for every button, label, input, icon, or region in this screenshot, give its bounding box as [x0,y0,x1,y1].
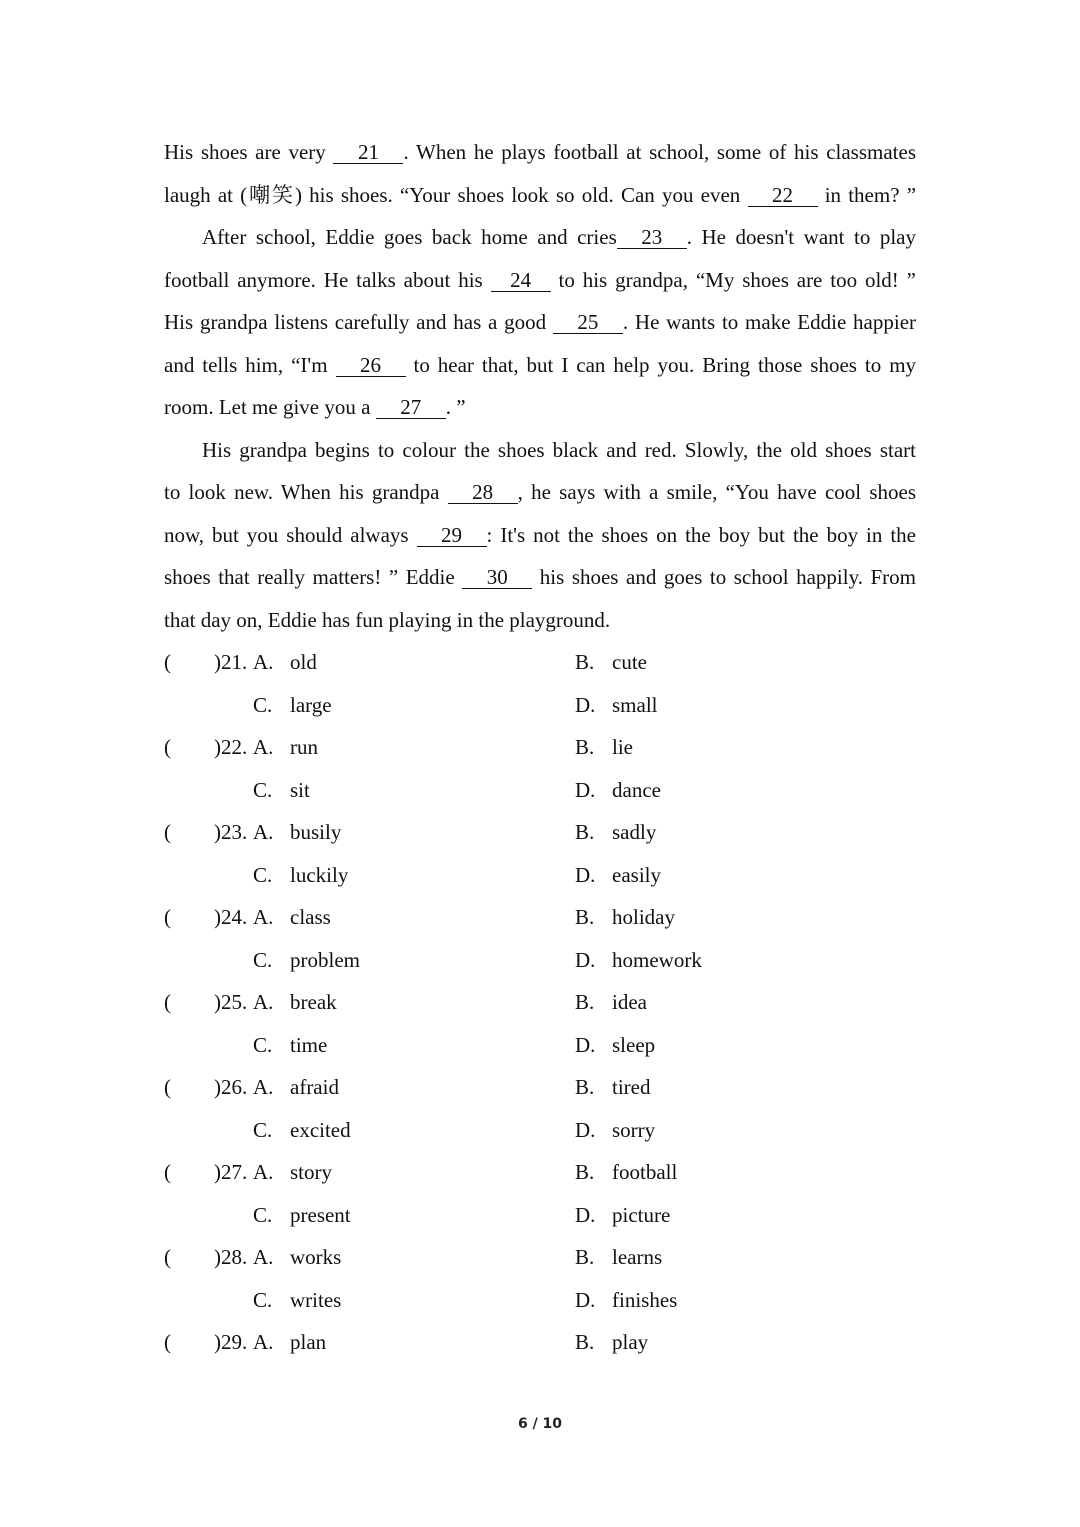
option-b-text: tired [612,1075,651,1099]
question-row-28-cd [164,1279,916,1322]
question-number: )27. [214,1160,248,1184]
answer-paren[interactable]: ( [164,1245,171,1269]
option-d-letter: D. [575,1032,596,1057]
blank-29: 29 [417,524,487,547]
question-row-26-cd [164,1109,916,1152]
option-a-text: works [290,1245,342,1269]
question-number: )22. [214,735,248,759]
answer-paren[interactable]: ( [164,1330,171,1354]
option-c-text: time [290,1032,328,1057]
question-number: )29. [214,1330,248,1354]
option-b-text: lie [612,735,633,759]
option-b-letter: B. [575,735,595,759]
option-a-letter: A. [253,650,274,674]
option-c-letter: C. [253,692,273,717]
passage-line-4: football anymore. He talks about his 24 to his grandpa, “My shoes are too old! ” [164,267,916,292]
question-row-22-cd [164,769,916,812]
option-c-letter: C. [253,862,273,887]
answer-paren[interactable]: ( [164,990,171,1014]
page-number: 6 / 10 [517,1416,563,1432]
option-a-letter: A. [253,990,274,1014]
option-a-letter: A. [253,820,274,844]
option-b-text: play [612,1330,649,1354]
blank-24: 24 [491,269,551,292]
question-row-27-cd [164,1194,916,1237]
option-b-text: holiday [612,905,675,929]
question-number: )21. [214,650,248,674]
question-row-27 [164,1151,916,1194]
option-d-letter: D. [575,947,596,972]
option-c-text: problem [290,947,360,972]
option-d-letter: D. [575,1202,596,1227]
option-c-letter: C. [253,947,273,972]
option-d-text: homework [612,947,702,972]
answer-paren[interactable]: ( [164,735,171,759]
option-d-letter: D. [575,1287,596,1312]
option-d-text: easily [612,862,661,887]
question-number: )23. [214,820,248,844]
passage-line-2: laugh at (嘲笑) his shoes. “Your shoes look so old. Can you even 22 in them? ” [164,182,917,207]
option-c-text: sit [290,777,310,802]
blank-27: 27 [376,396,446,419]
option-c-text: large [290,692,332,717]
passage-line-12: that day on, Eddie has fun playing in the playground. [164,607,611,632]
option-d-text: finishes [612,1287,678,1312]
option-a-text: busily [290,820,342,844]
passage-line-6: and tells him, “I'm 26 to hear that, but I can help you. Bring those shoes to my [164,352,917,377]
option-b-letter: B. [575,1330,595,1354]
passage-line-1: His shoes are very 21 . When he plays football at school, some of his classmates [164,140,916,164]
blank-28: 28 [448,481,518,504]
option-b-letter: B. [575,990,595,1014]
option-b-text: football [612,1160,678,1184]
question-row-28 [164,1236,916,1279]
option-a-text: plan [290,1330,327,1354]
option-b-letter: B. [575,905,595,929]
option-c-text: excited [290,1117,351,1142]
option-b-letter: B. [575,650,595,674]
option-a-text: story [290,1160,332,1184]
question-row-29 [164,1321,916,1364]
option-a-text: break [290,990,337,1014]
option-b-text: sadly [612,820,657,844]
passage-line-5: His grandpa listens carefully and has a good 25 . He wants to make Eddie happier [164,310,917,334]
option-c-letter: C. [253,1032,273,1057]
option-a-letter: A. [253,735,274,759]
answer-paren[interactable]: ( [164,650,171,674]
option-b-text: learns [612,1245,663,1269]
question-row-23 [164,811,916,854]
answer-paren[interactable]: ( [164,905,171,929]
option-d-letter: D. [575,1117,596,1142]
option-c-letter: C. [253,1287,273,1312]
option-a-text: class [290,905,331,929]
blank-22: 22 [748,184,818,207]
question-row-25 [164,981,916,1024]
option-d-text: picture [612,1202,671,1227]
question-number: )26. [214,1075,248,1099]
passage-line-10: now, but you should always 29 : It's not the shoes on the boy but the boy in the [164,522,916,547]
question-row-23-cd [164,854,916,897]
option-d-text: sorry [612,1117,656,1142]
option-a-letter: A. [253,1160,274,1184]
option-d-letter: D. [575,862,596,887]
answer-paren[interactable]: ( [164,820,171,844]
passage-line-8: His grandpa begins to colour the shoes black and red. Slowly, the old shoes start [202,437,916,462]
option-d-text: small [612,692,658,717]
option-a-letter: A. [253,1245,274,1269]
blank-23: 23 [617,226,687,249]
option-d-text: dance [612,777,661,802]
option-b-text: cute [612,650,647,674]
blank-25: 25 [553,311,623,334]
option-c-letter: C. [253,777,273,802]
question-number: )25. [214,990,248,1014]
question-number: )24. [214,905,248,929]
question-row-21-cd [164,684,916,727]
question-number: )28. [214,1245,248,1269]
option-b-text: idea [612,990,647,1014]
option-a-letter: A. [253,1075,274,1099]
passage-line-11: shoes that really matters! ” Eddie 30 his shoes and goes to school happily. From [164,565,917,589]
option-b-letter: B. [575,1245,595,1269]
option-c-text: present [290,1202,351,1227]
option-a-text: old [290,650,317,674]
option-d-letter: D. [575,692,596,717]
question-row-24 [164,896,916,939]
answer-paren[interactable]: ( [164,1075,171,1099]
question-list [164,641,916,1364]
passage-line-9: to look new. When his grandpa 28 , he says with a smile, “You have cool shoes [164,480,916,504]
answer-paren[interactable]: ( [164,1160,171,1184]
option-d-letter: D. [575,777,596,802]
question-row-21 [164,641,916,684]
blank-30: 30 [462,566,532,589]
option-b-letter: B. [575,1160,595,1184]
question-row-22 [164,726,916,769]
option-a-text: afraid [290,1075,339,1099]
option-a-letter: A. [253,1330,274,1354]
option-c-text: luckily [290,862,349,887]
option-b-letter: B. [575,820,595,844]
passage-line-7: room. Let me give you a 27 . ” [164,395,466,419]
blank-26: 26 [336,354,406,377]
option-c-letter: C. [253,1117,273,1142]
passage-line-3: After school, Eddie goes back home and cries 23 . He doesn't want to play [202,225,916,249]
question-row-26 [164,1066,916,1109]
option-d-text: sleep [612,1032,656,1057]
cloze-passage [164,131,916,641]
option-a-text: run [290,735,318,759]
option-c-letter: C. [253,1202,273,1227]
option-b-letter: B. [575,1075,595,1099]
blank-21: 21 [333,141,403,164]
option-c-text: writes [290,1287,342,1312]
option-a-letter: A. [253,905,274,929]
question-row-25-cd [164,1024,916,1067]
question-row-24-cd [164,939,916,982]
